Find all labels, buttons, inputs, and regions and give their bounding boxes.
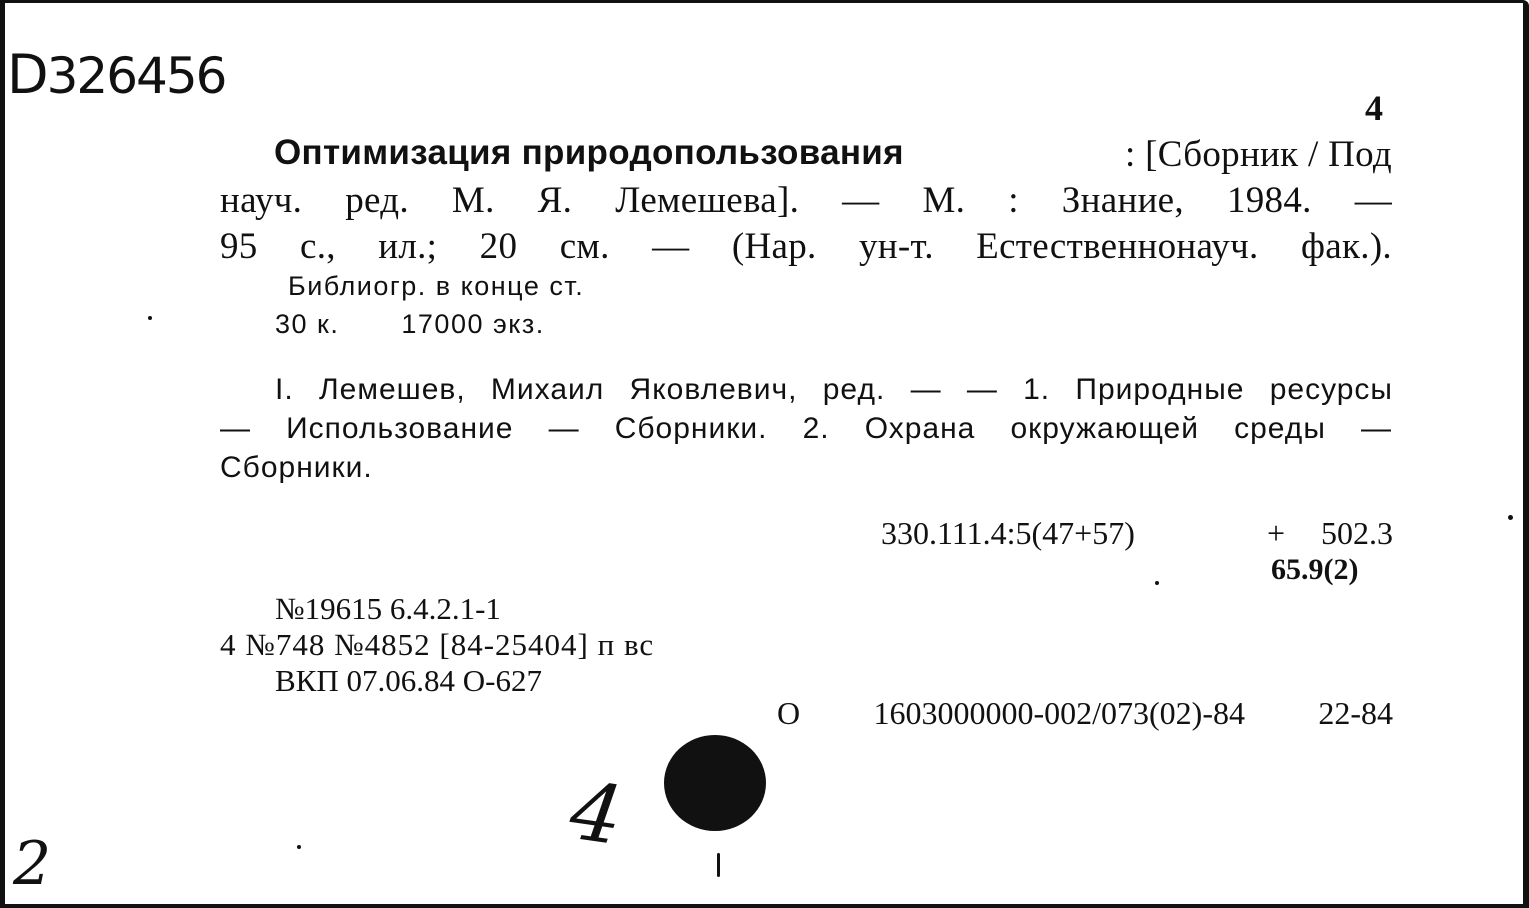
- speck: [148, 316, 152, 320]
- classification-udc-row: [881, 515, 1393, 552]
- registration-prefix: D: [7, 43, 47, 106]
- entry-line-1: [220, 133, 1392, 176]
- bbk-code: 65.9(2): [1271, 553, 1359, 586]
- speck: [1508, 515, 1513, 520]
- publisher-code: О 1603000000-002/073(02)-84 22-84: [777, 695, 1393, 731]
- udc-code: 330.111.4:5(47+57): [881, 515, 1135, 551]
- entry-title: Оптимизация природопользования: [274, 133, 904, 172]
- entry-line-3: 95 с., ил.; 20 см. — (Нар. ун-т. Естественнонауч. фак.).: [220, 226, 1392, 267]
- entry-line-2: науч. ред. М. Я. Лемешева]. — М. : Знание, 1984. —: [220, 180, 1392, 221]
- service-line-3: ВКП 07.06.84 О-627: [275, 663, 542, 698]
- handwritten-center-mark: 4: [564, 763, 629, 864]
- registration-digits: 326456: [46, 47, 226, 105]
- service-line-2: 4 №748 №4852 [84-25404] п вс: [220, 627, 655, 662]
- punch-hole: [664, 735, 766, 831]
- tracing-line-2: — Использование — Сборники. 2. Охрана окружающей среды —: [220, 412, 1392, 445]
- print-run: 17000 экз.: [401, 309, 545, 339]
- speck: [297, 845, 301, 849]
- card-number: 4: [1365, 88, 1383, 128]
- speck: [717, 853, 720, 877]
- udc-plus: +: [1266, 515, 1285, 551]
- udc-extra: 502.3: [1321, 515, 1393, 551]
- service-line-1: №19615 6.4.2.1-1: [275, 591, 501, 626]
- bibliography-note: Библиогр. в конце ст.: [288, 271, 585, 301]
- tracing-line-1: I. Лемешев, Михаил Яковлевич, ред. — — 1. Природные ресурсы: [275, 373, 1393, 406]
- price: 30 к.: [275, 309, 340, 339]
- entry-title-rest: : [Сборник / Под: [1125, 134, 1392, 175]
- tracing-line-3: Сборники.: [220, 451, 373, 484]
- registration-number: [7, 43, 225, 106]
- handwritten-corner-mark: 2: [13, 829, 52, 899]
- speck: [1155, 581, 1159, 585]
- price-and-run: [275, 309, 545, 340]
